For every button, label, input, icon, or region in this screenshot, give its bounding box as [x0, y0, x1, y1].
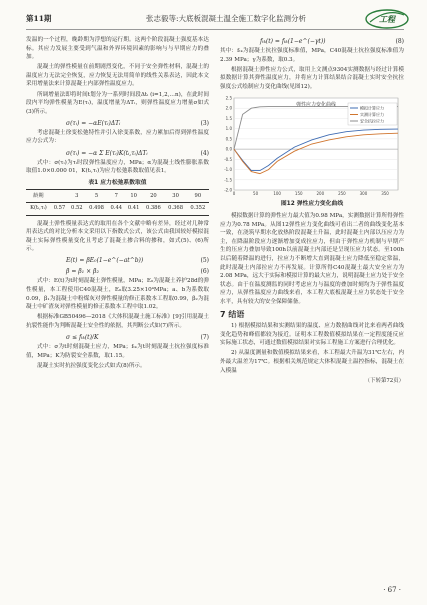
- paragraph: 混凝土弹性模量表达式的取用在各个文献中略有差异，经过对几种常用表达式的对比分析本文采用以下指数式公式，该公式由我国较好模拟混凝土实际弹性模量变化且考虑了混凝土掺合料的掺和，如式(5)、(6)所示。: [26, 220, 209, 253]
- table-cell: 0.44: [108, 202, 125, 215]
- table-cell: 90: [187, 190, 209, 203]
- equation-number: (6): [200, 268, 209, 276]
- y-tick-label: -1.0: [224, 167, 232, 173]
- equation-6: [26, 266, 209, 277]
- table-cell: K(tᵢ,τᵢ): [26, 202, 51, 215]
- table-cell: 0.386: [142, 202, 164, 215]
- running-title: 张志毅等:大底板混凝土温全施工数字化监测分析: [146, 14, 307, 23]
- section-heading: 7 结语: [220, 309, 245, 319]
- table-cell: 3: [68, 190, 85, 203]
- page-number: · 67 ·: [383, 586, 401, 594]
- table-title: 表1 应力松弛系数取值: [88, 179, 147, 186]
- svg-text:工程: 工程: [379, 15, 395, 24]
- y-tick-label: -1.5: [224, 177, 232, 183]
- equation-7: [26, 332, 209, 343]
- relaxation-table: [26, 189, 209, 215]
- legend: [348, 103, 397, 125]
- x-tick-label: 100: [273, 191, 281, 197]
- y-tick-label: -2.0: [224, 187, 232, 193]
- legend-label: 模拟计算应力: [360, 105, 384, 111]
- equation-body: fₜₖ(t) = fₜₖ(1−e^(−γt)): [260, 38, 326, 45]
- table-cell: 龄期: [26, 190, 51, 203]
- equation-5: [26, 255, 209, 266]
- equation-3: [26, 118, 209, 129]
- table-cell: [51, 190, 68, 203]
- journal-logo: [364, 6, 410, 30]
- table-cell: 7: [108, 190, 125, 203]
- y-tick-label: -0.5: [224, 157, 232, 163]
- stress-chart: [220, 94, 404, 198]
- paragraph: 根据混凝土弹性应力公式，取用上文测点9304实测数据与经过计算模拟数据计算其弹性温度应力，并将应力计算结果结合混凝土实时安全抗拉强度公式绘制应力变化曲线(见图12)。: [220, 66, 404, 90]
- paragraph: 混凝土实时抗拉强度变化公式如式(8)所示。: [37, 362, 146, 369]
- x-tick-label: 50: [253, 191, 259, 197]
- y-tick-label: 0.0: [225, 147, 232, 153]
- x-tick-label: 350: [381, 191, 389, 197]
- page-header: [26, 9, 404, 30]
- table-cell: 0.52: [68, 202, 85, 215]
- x-tick-label: 0: [232, 191, 236, 197]
- equation-number: (3): [200, 119, 209, 127]
- equation-number: (8): [395, 38, 404, 45]
- legend-label: 安全抗拉应力: [360, 118, 384, 124]
- table-cell: 5: [85, 190, 107, 203]
- paragraph: 发温的一个过程，晚龄期为浮想的运行期。这两个阶段混凝土强度基本达标。其应力发展主要受到气温和外界环境因素的影响与与早期应力的叠加。: [26, 37, 209, 61]
- equation-number: (5): [200, 257, 209, 265]
- equation-body: σ ≤ fₜₖ(t)/K: [66, 333, 99, 341]
- figure-caption: 图12 弹性应力变化曲线: [280, 201, 344, 208]
- y-tick-label: 2.5: [225, 95, 232, 101]
- table-cell: 10: [125, 190, 142, 203]
- y-tick-label: 1.0: [225, 126, 232, 132]
- x-tick-label: 300: [359, 191, 368, 197]
- x-tick-label: 150: [294, 191, 303, 197]
- equation-4: [26, 148, 209, 159]
- stress-chart-svg: [220, 94, 404, 198]
- table-cell: 0.368: [164, 202, 186, 215]
- table-cell: 0.352: [187, 202, 209, 215]
- paragraph: 根据标准GB50496—2018《大体积混凝土施工标准》[9]引用混凝土抗裂性能作为判断混凝土安全性的依据，其判断公式如(7)所示。: [26, 314, 209, 329]
- left-column: [26, 36, 209, 372]
- legend-label: 实测计算应力: [360, 112, 384, 118]
- table-row: [26, 202, 209, 215]
- paragraph: 式中：σ为t时刻混凝土应力，MPa；fₜₖ为t时刻混凝土抗拉强度标准值，MPa；K为防裂安全系数，取1.15。: [26, 343, 209, 359]
- equation-number: (4): [200, 149, 209, 157]
- issue-number: 第11期: [26, 14, 52, 23]
- table-cell: 20: [142, 190, 164, 203]
- paragraph: 所调增量法即将时间t划分为一系列时间段Δtᵢ (i=1,2,…n)，在此时间段内平均弹性模量为E(τᵢ)，温度增量为ΔTᵢ，则弹性温度应力增量σ如式(3)所示。: [26, 91, 209, 115]
- equation-body: σ(τᵢ) = −α Σ E(τᵢ)K(tᵢ,τᵢ)ΔTᵢ: [66, 149, 148, 157]
- equation-number: (7): [200, 333, 209, 341]
- table-cell: 0.41: [125, 202, 142, 215]
- paragraph: 式中：E(t)为t时刻混凝土弹性模量，MPa；E₀为混凝土养护28d的弹性模量，本工程使用C40混凝土，E₀取3.25×10⁴MPa；a、b为系数取0.09，β₁为混凝土中粉煤灰对弹性模量的修正系数本工程取0.99，β₂为混凝土中矿渣灰对弹性模量的修正系数本工程中取1.02。: [26, 278, 209, 311]
- right-column: [220, 36, 404, 385]
- equation-body: σ(τᵢ) = −αE(τᵢ)ΔTᵢ: [66, 119, 121, 127]
- equation-8: [220, 36, 404, 47]
- y-tick-label: 0.5: [225, 136, 232, 142]
- table-cell: 0.57: [51, 202, 68, 215]
- x-tick-label: 200: [316, 191, 325, 197]
- x-tick-label: 250: [338, 191, 346, 197]
- continued-note: （下转第72页）: [364, 377, 404, 384]
- paragraph: 1) 根据模拟结果和实测结果的温度、应力数据曲线对比来看两者曲线变化趋势和峰值都较为接近。证明本工程数值模拟结果在一定程度能反应实际施工状态，可通过数值模拟结果对实际工程施工方案进行合理优化。: [220, 323, 404, 347]
- y-tick-label: 1.5: [225, 116, 232, 122]
- paragraph: 其中：fₜₖ为混凝土抗拉强度标准值，MPa，C40混凝土抗拉强度标准值为2.39 MPa；γ为系数，取0.3。: [220, 48, 404, 63]
- chart-title: 弹性应力变化曲线: [295, 102, 337, 109]
- paragraph: 混凝土的弹性模量在前期剧烈变化，不同于安全弹性材料，混凝土的温度应力无法完全恢复，应力恢复无法用简单的线性关系表达，因此本文采用增量法来计算混凝土内部弹性温度应力。: [26, 64, 209, 88]
- paragraph: 考虑混凝土徐变松弛特性并引入徐变系数，应力累加后得到弹性温度应力公式为：: [26, 129, 209, 145]
- table-cell: 30: [164, 190, 186, 203]
- equation-body: β = β₁ × β₂: [66, 268, 99, 276]
- table-cell: 0.498: [85, 202, 107, 215]
- equation-body: E(t) = βE₀(1−e^(−at^b)): [66, 257, 144, 265]
- paragraph: 式中：σ(τᵢ)为τᵢ时段弹性温度应力，MPa；α为混凝土线性膨胀系数取值1.0×0.000 01，K(tᵢ,τᵢ)为应力松弛系数取值见表1。: [26, 159, 209, 175]
- table-header-row: [26, 190, 209, 203]
- paragraph: 2) 从温度测量和数值模拟结果来看，本工程最大升温为31℃左右，内外最大温差为17℃。根据相关规范规定大体积混凝土温控指标，混凝土在入模温: [220, 350, 404, 374]
- y-tick-label: 2.0: [225, 106, 232, 112]
- paragraph: 模拟数据计算的弹性应力最大值为0.98 MPa，实测数据计算所得弹性应力为0.78 MPa。从图12弹性应力变化曲线可看出二者的曲线变化基本一致，在浇筑早期水化放热阶段混凝土升温，此时混凝土内部以压应力为主，在降温阶段应力逐渐增加变成拉应力，但由于弹性应力机制与早期产生的压应力叠加导致100h以前混凝土内部还是呈现压应力状态。至100h以后随着降温的进行，拉应力不断增大直到混凝土应力降低至稳定常温，此时混凝土内部拉应力不再发展。计算所得C40混凝土最大安全应力为2.08 MPa，远大于实际和模拟计算的最大应力，说明混凝土应力处于安全状态。由于在温度测监的同时考虑应力与温度的叠加时刻均为于弹性温度应力，从弹性温度应力曲线来看，本工程大底板混凝土应力状态处于安全水平，具有较大的安全保障储备。: [220, 213, 404, 305]
